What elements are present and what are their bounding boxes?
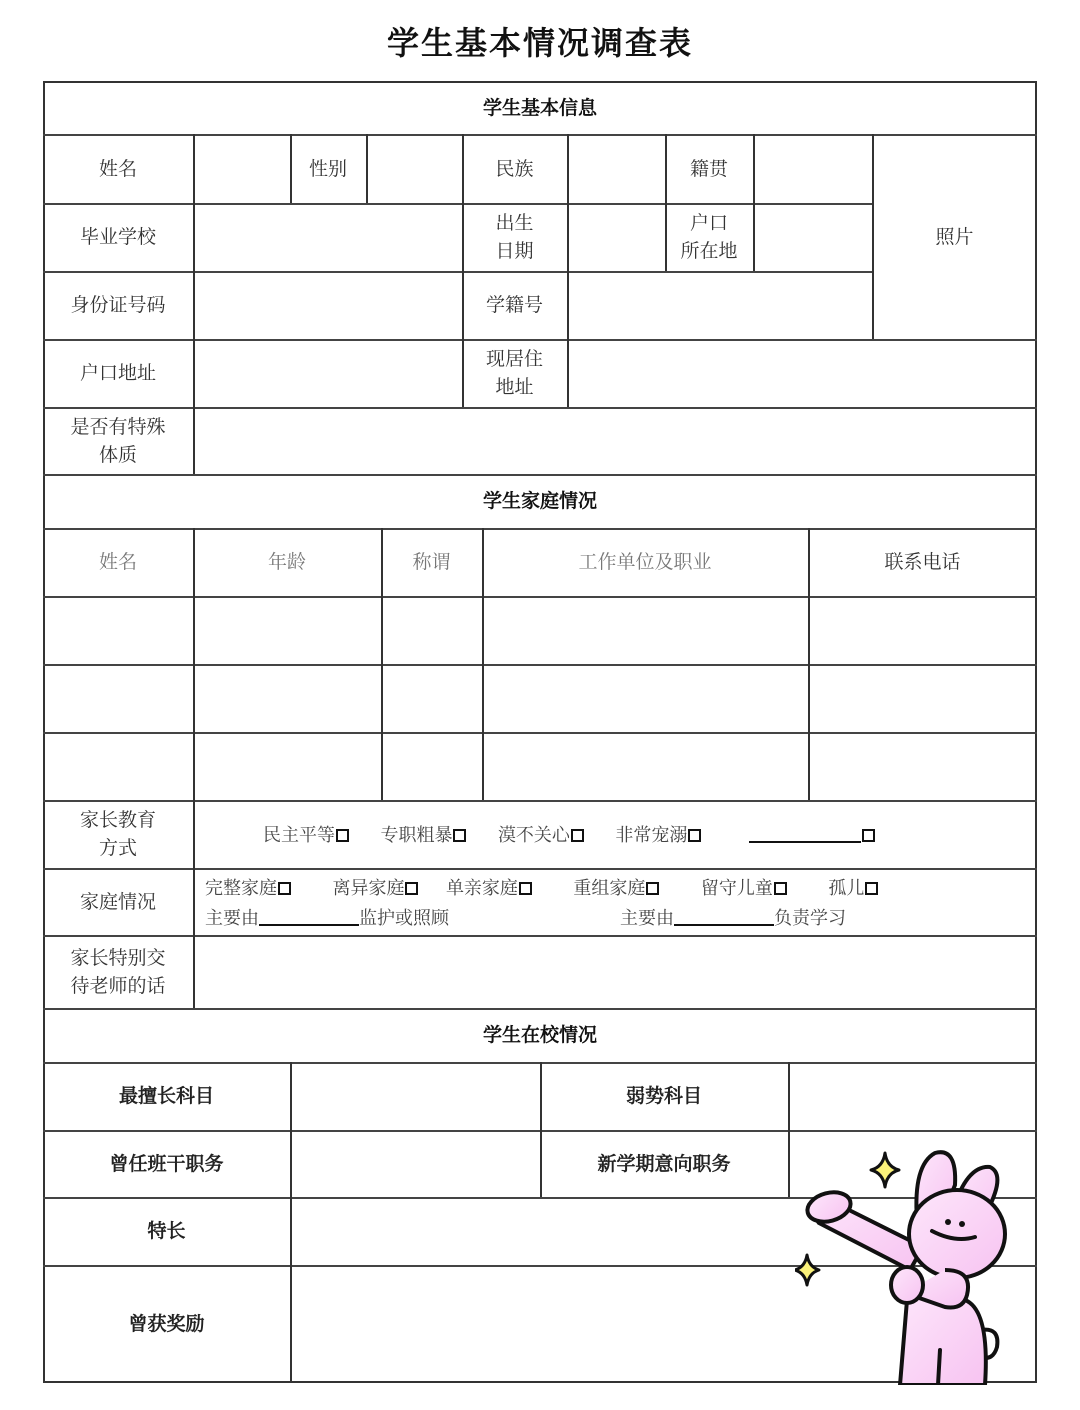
- family-row-2-name[interactable]: [45, 666, 192, 731]
- section-heading-school: 学生在校情况: [482, 1024, 597, 1046]
- label-talent: 特长: [147, 1220, 186, 1242]
- guardian-prefix: 主要由: [205, 908, 259, 929]
- best-subject-field[interactable]: [292, 1064, 539, 1129]
- label-hukou-location-line2: 所在地: [680, 240, 738, 262]
- label-parenting-style-line1: 家长教育: [79, 809, 156, 831]
- label-current-address: [462, 339, 567, 407]
- photo-area[interactable]: 照片: [935, 225, 974, 248]
- family-situation-options: [205, 874, 878, 900]
- label-parenting-style: [43, 800, 193, 868]
- label-current-address-line2: 地址: [495, 376, 534, 398]
- checkbox[interactable]: [774, 882, 787, 895]
- option-single-parent[interactable]: [446, 878, 532, 899]
- guardian-suffix: 监护或照顾: [359, 908, 449, 929]
- column-header-name: 姓名: [98, 551, 137, 573]
- checkbox[interactable]: [336, 829, 349, 842]
- column-header-employer-occupation: 工作单位及职业: [578, 551, 712, 573]
- label-best-subject: 最擅长科目: [118, 1085, 214, 1107]
- option-left-behind-child[interactable]: [701, 878, 787, 899]
- checkbox[interactable]: [646, 882, 659, 895]
- checkbox[interactable]: [862, 829, 875, 842]
- label-hukou-location: [665, 203, 753, 271]
- option-indifferent[interactable]: [498, 825, 584, 846]
- hukou-location-field[interactable]: [755, 205, 871, 270]
- other-blank-field[interactable]: [749, 823, 861, 843]
- column-header-age: 年龄: [267, 551, 306, 573]
- family-row-1-relation[interactable]: [383, 598, 481, 663]
- label-birth-date-line1: 出生: [495, 212, 534, 234]
- label-graduated-school: 毕业学校: [79, 226, 156, 248]
- label-desired-role: 新学期意向职务: [597, 1152, 731, 1175]
- option-label: 离异家庭: [332, 878, 405, 899]
- option-label: 民主平等: [263, 825, 335, 846]
- label-birth-date-line2: 日期: [495, 240, 534, 262]
- parent-message-field[interactable]: [195, 937, 1035, 1007]
- checkbox[interactable]: [453, 829, 466, 842]
- family-row-2-employer[interactable]: [484, 666, 807, 731]
- family-row-3-relation[interactable]: [383, 734, 481, 799]
- sparkle-icon: [795, 1255, 819, 1285]
- checkbox[interactable]: [405, 882, 418, 895]
- label-parent-message-line1: 家长特别交: [70, 946, 166, 969]
- native-place-field[interactable]: [755, 136, 871, 202]
- weak-subject-field[interactable]: [790, 1064, 1035, 1129]
- label-parent-message-line2: 待老师的话: [70, 974, 166, 997]
- family-row-2-phone[interactable]: [810, 666, 1035, 731]
- family-row-3-age[interactable]: [195, 734, 380, 799]
- current-address-field[interactable]: [569, 341, 1035, 406]
- option-doting[interactable]: [615, 825, 701, 846]
- option-label: 完整家庭: [205, 878, 277, 899]
- graduated-school-field[interactable]: [195, 205, 461, 270]
- checkbox[interactable]: [865, 882, 878, 895]
- label-past-role: 曾任班干职务: [109, 1152, 224, 1175]
- checkbox[interactable]: [278, 882, 291, 895]
- guardian-line: [205, 904, 449, 930]
- checkbox[interactable]: [571, 829, 584, 842]
- family-row-2-age[interactable]: [195, 666, 380, 731]
- study-suffix: 负责学习: [774, 908, 846, 929]
- page-title: 学生基本情况调查表: [386, 24, 693, 62]
- column-header-phone: 联系电话: [884, 551, 961, 573]
- option-label: 孤儿: [828, 878, 865, 899]
- label-name: 姓名: [98, 157, 137, 180]
- label-hukou-location-line1: 户口: [689, 212, 728, 234]
- option-label: 专职粗暴: [380, 825, 453, 846]
- sparkle-icon: [871, 1153, 899, 1187]
- option-divorced-family[interactable]: [332, 878, 418, 899]
- label-birth-date: [462, 203, 567, 271]
- option-label: 留守儿童: [700, 878, 773, 899]
- label-family-situation: 家庭情况: [79, 890, 156, 913]
- family-row-3-phone[interactable]: [810, 734, 1035, 799]
- option-orphan[interactable]: [828, 878, 878, 899]
- hukou-address-field[interactable]: [195, 341, 461, 406]
- label-gender: 性别: [308, 157, 347, 180]
- label-ethnicity: 民族: [495, 157, 534, 180]
- family-row-1-phone[interactable]: [810, 598, 1035, 663]
- birth-date-field[interactable]: [569, 205, 664, 270]
- option-democratic[interactable]: [263, 825, 349, 846]
- option-label: 重组家庭: [573, 878, 646, 899]
- family-row-3-name[interactable]: [45, 734, 192, 799]
- family-row-1-age[interactable]: [195, 598, 380, 663]
- section-heading-family: 学生家庭情况: [482, 490, 597, 512]
- column-header-relation: 称谓: [412, 551, 451, 573]
- name-field[interactable]: [195, 136, 289, 202]
- label-special-condition-line1: 是否有特殊: [70, 415, 166, 438]
- student-no-field[interactable]: [569, 273, 871, 338]
- family-row-1-name[interactable]: [45, 598, 192, 663]
- label-hukou-address: 户口地址: [79, 362, 156, 384]
- label-id-number: 身份证号码: [70, 294, 166, 316]
- special-condition-field[interactable]: [195, 409, 1035, 473]
- family-row-3-employer[interactable]: [484, 734, 807, 799]
- past-role-field[interactable]: [292, 1132, 539, 1196]
- label-awards: 曾获奖励: [128, 1313, 205, 1335]
- study-supervisor-line: [620, 904, 846, 930]
- guardian-blank-field[interactable]: [259, 906, 359, 926]
- study-prefix: 主要由: [620, 908, 674, 929]
- option-blended-family[interactable]: [573, 878, 659, 899]
- label-native-place: 籍贯: [689, 157, 728, 180]
- label-special-condition: [43, 407, 193, 474]
- option-label: 单亲家庭: [445, 878, 518, 899]
- checkbox[interactable]: [519, 882, 532, 895]
- ethnicity-field[interactable]: [569, 136, 664, 202]
- parenting-options: [263, 821, 875, 847]
- label-current-address-line1: 现居住: [485, 348, 543, 370]
- option-authoritarian[interactable]: [380, 825, 466, 846]
- label-student-no: 学籍号: [485, 294, 543, 316]
- bunny-mascot-icon: [795, 1135, 1035, 1385]
- family-row-2-relation[interactable]: [383, 666, 481, 731]
- study-supervisor-blank-field[interactable]: [674, 906, 774, 926]
- label-parent-message: [43, 935, 193, 1008]
- option-intact-family[interactable]: [205, 878, 291, 899]
- option-other[interactable]: [749, 825, 875, 846]
- section-heading-basic: 学生基本信息: [482, 96, 597, 119]
- id-number-field[interactable]: [195, 273, 461, 338]
- option-label: 非常宠溺: [615, 825, 688, 846]
- label-special-condition-line2: 体质: [98, 443, 137, 466]
- checkbox[interactable]: [688, 829, 701, 842]
- family-row-1-employer[interactable]: [484, 598, 807, 663]
- label-weak-subject: 弱势科目: [625, 1085, 702, 1107]
- gender-field[interactable]: [368, 136, 461, 202]
- option-label: 漠不关心: [497, 825, 570, 846]
- label-parenting-style-line2: 方式: [98, 837, 137, 859]
